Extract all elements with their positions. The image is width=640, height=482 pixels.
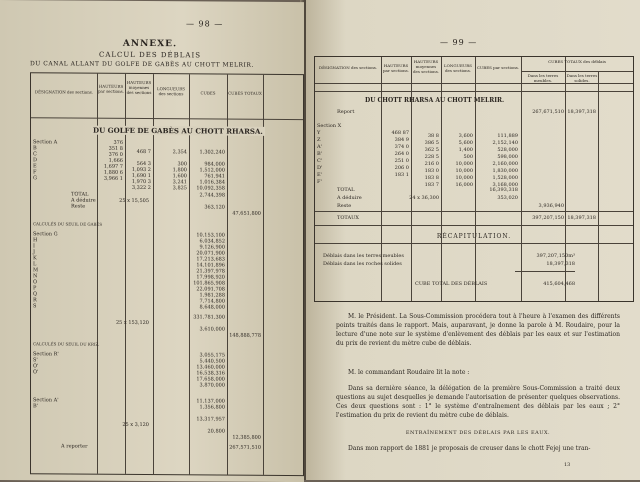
- r-totaux-value-2: 18,397,318: [566, 215, 596, 221]
- r-row-cube: 2,152,140: [476, 140, 518, 146]
- col-total-cubes: CUBES TOTAUX: [228, 91, 262, 96]
- row-a-height: 1,697 7: [99, 164, 123, 170]
- r-row-mean: 362 5: [413, 147, 439, 153]
- left-table: [30, 72, 304, 476]
- row-a-height: 1,666: [99, 158, 123, 164]
- row-a-cube: 10,092,358: [191, 185, 225, 191]
- r-row-cube: 1,528,000: [476, 175, 518, 181]
- row-c-cube: 5,440,500: [191, 358, 225, 364]
- r-row-cube: 528,000: [476, 147, 518, 153]
- row-b-label: Q: [33, 291, 37, 297]
- row-d-cube: 11,137,000: [191, 398, 225, 404]
- r-row-length: 500: [443, 154, 473, 160]
- left-page-number: — 98 —: [186, 19, 223, 28]
- r-row-label: E': [317, 172, 322, 178]
- row-a-mean: 1,690 1: [127, 173, 151, 179]
- r-row-label: Y: [317, 130, 320, 136]
- row-a-cube: 1,302,240: [191, 149, 225, 155]
- r-totaux-value-1: 397,207,150: [522, 215, 564, 221]
- row-a-label: G: [33, 175, 37, 181]
- r-row-cube: 111,889: [476, 133, 518, 139]
- row-c-cube: 3,055,175: [191, 352, 225, 358]
- row-c-label: S': [33, 357, 38, 363]
- carry-value: 47,651,800: [229, 211, 261, 217]
- row-a-cube: 761,941: [191, 173, 225, 179]
- row-b-cube: 10,153,100: [191, 232, 225, 238]
- row-a-length: 1,600: [155, 173, 187, 179]
- row-a-mean: 1,970 3: [127, 179, 151, 185]
- calc-subtitle: DU CANAL ALLANT DU GOLFE DE GABÈS AU CHOTT MELRIR.: [30, 60, 300, 69]
- row-c-label: O': [33, 369, 38, 375]
- row-c-label: O': [33, 363, 38, 369]
- row-b-label: O: [33, 279, 37, 285]
- total2-deduct: 25 x 153,120: [99, 320, 149, 326]
- row-b-cube: 7,714,800: [191, 298, 225, 304]
- row-b-label: J: [33, 249, 35, 255]
- row-b-label: K: [33, 255, 37, 261]
- total4-rest: 20,800: [191, 428, 225, 434]
- row-b-label: L: [33, 261, 36, 267]
- r-row-length: 10,000: [443, 175, 473, 181]
- row-b-label: N: [33, 273, 37, 279]
- row-a-length: 3,825: [155, 185, 187, 191]
- r-subcol-meubles: Dans les terres meubles.: [522, 73, 564, 83]
- left-page: [0, 0, 304, 482]
- row-b-cube: 6,034,852: [191, 238, 225, 244]
- deduct-label: A déduire: [71, 197, 96, 203]
- r-row-height: 251 0: [383, 158, 409, 164]
- row-b-cube: 21,397,978: [191, 268, 225, 274]
- recap-total-value: 415,604,468: [515, 281, 575, 287]
- recap-value-2: 18,397,318: [515, 261, 575, 267]
- r-total-value: 16,393,318: [476, 187, 518, 193]
- r-row-height: 264 0: [383, 151, 409, 157]
- row-a-cube: 984,000: [191, 161, 225, 167]
- row-c-label: Section R': [33, 351, 59, 357]
- r-row-mean: 38 8: [413, 133, 439, 139]
- row-a-mean: 1,093 2: [127, 167, 151, 173]
- col-mean-heights: HAUTEURS moyennes des sections: [126, 80, 152, 95]
- row-a-mean: 564 3: [127, 161, 151, 167]
- remainder-value: 363,120: [191, 204, 225, 210]
- r-deduct-label: A déduire: [337, 195, 362, 201]
- total4-value: 13,317,957: [191, 416, 225, 422]
- r-totaux-label: TOTAUX: [337, 215, 359, 221]
- r-section-title: DU CHOTT RHARSA AU CHOTT MELRIR.: [365, 97, 504, 104]
- row-a-mean: 468 7: [127, 149, 151, 155]
- r-deduct-value: 24 x 36,300: [383, 195, 439, 201]
- row-b-label: Section G: [33, 231, 58, 237]
- row-a-length: 300: [155, 161, 187, 167]
- r-row-mean: 216 0: [413, 161, 439, 167]
- r-row-label: A': [317, 144, 322, 150]
- total2-rest: 3,610,000: [191, 326, 225, 332]
- row-a-mean: 3,322 2: [127, 185, 151, 191]
- row-b-cube: 1,981,288: [191, 292, 225, 298]
- paragraph-president: M. le Président. La Sous-Commission procédera tout à l'heure à l'examen des différents points traités dans le rapport. Mais, auparavant, je donne la parole à M. Roudaire, pour la lecture d'une note sur le système d'enlèvement des déblais par les eaux et sur l'estimation du prix de revient du mètre cube de déblais.: [336, 312, 620, 348]
- r-report-value-1: 267,671,510: [522, 109, 564, 115]
- total-label: TOTAL: [71, 191, 88, 197]
- r-total-label: TOTAL: [337, 187, 354, 193]
- carry4-value: 12,385,800: [229, 435, 261, 441]
- total3-rest: 3,870,000: [191, 382, 225, 388]
- row-b-label: R: [33, 297, 37, 303]
- r-report-label: Report: [337, 109, 354, 115]
- row-b-label: M: [33, 267, 38, 273]
- total3-value: 17,658,000: [191, 376, 225, 382]
- r-row-length: 10,000: [443, 161, 473, 167]
- r-row-length: 5,600: [443, 140, 473, 146]
- report-value: 267,571,510: [229, 445, 261, 451]
- recap-label-1: Déblais dans les terres meubles: [323, 253, 404, 259]
- row-a-label: C: [33, 151, 37, 157]
- col-heights: HAUTEURS par sections.: [98, 84, 124, 94]
- r-row-length: 16,000: [443, 182, 473, 188]
- row-a-height: 376 0: [99, 152, 123, 158]
- r-col-heights: HAUTEURS par sections.: [382, 63, 410, 73]
- sub-heading-2: CALCULÉS DU SEUIL DU KRIZ.: [33, 341, 99, 347]
- r-row-length: 1,400: [443, 147, 473, 153]
- total2-value: 331,781,300: [191, 314, 225, 320]
- r-row-height: 183 1: [383, 172, 409, 178]
- sub-heading-1: CALCULÉS DU SEUIL DE GABÈS: [33, 221, 102, 227]
- carry2-value: 148,888,778: [229, 333, 261, 339]
- last-line: Dans mon rapport de 1881 je proposais de creuser dans le chott Fejej une tran-: [336, 444, 620, 453]
- r-row-mean: 183 0: [413, 168, 439, 174]
- row-a-height: 1,880 6: [99, 170, 123, 176]
- sub-heading-entrainement: ENTRAÎNEMENT DES DÉBLAIS PAR LES EAUX.: [336, 430, 620, 436]
- row-a-label: Section A: [33, 139, 57, 145]
- row-b-label: I: [33, 243, 35, 249]
- row-b-cube: 14,101,896: [191, 262, 225, 268]
- r-remainder-value: 3,936,940: [522, 203, 564, 209]
- r-col-lengths: LONGUEURS des sections.: [442, 63, 474, 73]
- row-a-label: D: [33, 157, 37, 163]
- right-table: [314, 56, 634, 302]
- r-row-height: 384 9: [383, 137, 409, 143]
- row-a-label: E: [33, 163, 37, 169]
- recap-title: RÉCAPITULATION.: [315, 233, 633, 240]
- r-row-cube: 598,000: [476, 154, 518, 160]
- remainder-label: Reste: [71, 203, 85, 209]
- paragraph-roudaire-intro: M. le commandant Roudaire lit la note :: [336, 368, 620, 377]
- row-b-label: P: [33, 285, 36, 291]
- row-c-cube: 16,538,316: [191, 370, 225, 376]
- r-row-label: F': [317, 179, 322, 185]
- col-designation: DÉSIGNATION des sections.: [33, 89, 95, 94]
- r-row-mean: 386 5: [413, 140, 439, 146]
- r-row-height: 206 0: [383, 165, 409, 171]
- r-row-cube: 2,160,000: [476, 161, 518, 167]
- row-b-label: S: [33, 303, 36, 309]
- row-a-label: B: [33, 145, 37, 151]
- r-col-cubes: CUBES par sections.: [476, 65, 520, 70]
- right-page: [306, 0, 640, 480]
- col-cubes: CUBES: [190, 90, 226, 95]
- row-a-cube: 1,512,000: [191, 167, 225, 173]
- r-row-height: 468 87: [383, 130, 409, 136]
- r-remainder-label: Reste: [337, 203, 351, 209]
- r-row-label: D': [317, 165, 322, 171]
- row-a-length: 3,241: [155, 179, 187, 185]
- row-c-cube: 13,460,000: [191, 364, 225, 370]
- r-row-cube: 3,168,000: [476, 182, 518, 188]
- paragraph-seance: Dans sa dernière séance, la délégation de la première Sous-Commission a traité deux questions au sujet desquelles je demande l'autorisation de présenter quelques observations. Ces deux questions sont : 1° le système d'entraînement des déblais par les eaux ; 2° l'estimation du prix de revient du mètre cube de déblais.: [336, 384, 620, 420]
- r-row-label: Z: [317, 137, 320, 143]
- r-col-mean: HAUTEURS moyennes des sections.: [412, 59, 440, 74]
- total-value: 2,744,398: [191, 192, 225, 198]
- recap-label-2: Déblais dans les roches solides: [323, 261, 402, 267]
- row-a-label: F: [33, 169, 36, 175]
- row-d-label: Section A': [33, 397, 59, 403]
- r-deduct-cube: 353,020: [476, 195, 518, 201]
- r-row-mean: 228 5: [413, 154, 439, 160]
- col-lengths: LONGUEURS des sections: [154, 86, 188, 96]
- deduct-value: 25 x 15,505: [99, 198, 149, 204]
- row-d-label: B': [33, 403, 38, 409]
- r-row-label: C': [317, 158, 322, 164]
- r-row-height: 374 0: [383, 144, 409, 150]
- r-row-length: 10,000: [443, 168, 473, 174]
- r-col-total: CUBES TOTAUX des déblais: [522, 59, 632, 64]
- row-d-cube: 1,356,800: [191, 404, 225, 410]
- r-row-cube: 1,830,000: [476, 168, 518, 174]
- row-b-cube: 9,126,900: [191, 244, 225, 250]
- row-a-length: 2,354: [155, 149, 187, 155]
- recap-total-label: CUBE TOTAL DES DÉBLAIS: [415, 281, 487, 287]
- row-b-cube: 22,091,708: [191, 286, 225, 292]
- row-b-cube: 20,071,900: [191, 250, 225, 256]
- report-label: A reporter: [61, 443, 88, 449]
- r-row-mean: 183 7: [413, 182, 439, 188]
- r-row-label: B': [317, 151, 322, 157]
- row-b-label: H: [33, 237, 37, 243]
- row-b-cube: 8,648,000: [191, 304, 225, 310]
- row-a-length: 1,800: [155, 167, 187, 173]
- row-a-height: 376: [99, 140, 123, 146]
- section-gabes-rharsa: DU GOLFE DE GABÈS AU CHOTT RHARSA.: [91, 126, 265, 136]
- total4-deduct: 25 x 3,120: [99, 422, 149, 428]
- row-b-cube: 101,865,908: [191, 280, 225, 286]
- r-subcol-solides: Dans les terres solides.: [566, 73, 598, 83]
- row-a-height: 351 8: [99, 146, 123, 152]
- r-row-label: Section X: [317, 123, 341, 129]
- row-a-height: 3,966 1: [99, 176, 123, 182]
- annex-heading: ANNEXE.: [0, 38, 300, 50]
- row-a-cube: 1,016,384: [191, 179, 225, 185]
- row-b-cube: 17,998,920: [191, 274, 225, 280]
- r-row-mean: 183 8: [413, 175, 439, 181]
- calc-title: CALCUL DES DÉBLAIS: [0, 50, 300, 60]
- r-row-length: 3,600: [443, 133, 473, 139]
- recap-value-1: 397,207,150m³: [515, 253, 575, 259]
- row-b-cube: 17,213,683: [191, 256, 225, 262]
- page-signature: 13: [564, 462, 570, 468]
- right-page-number: — 99 —: [440, 38, 477, 47]
- r-col-designation: DÉSIGNATION des sections.: [317, 65, 379, 70]
- r-report-value-2: 18,397,318: [566, 109, 596, 115]
